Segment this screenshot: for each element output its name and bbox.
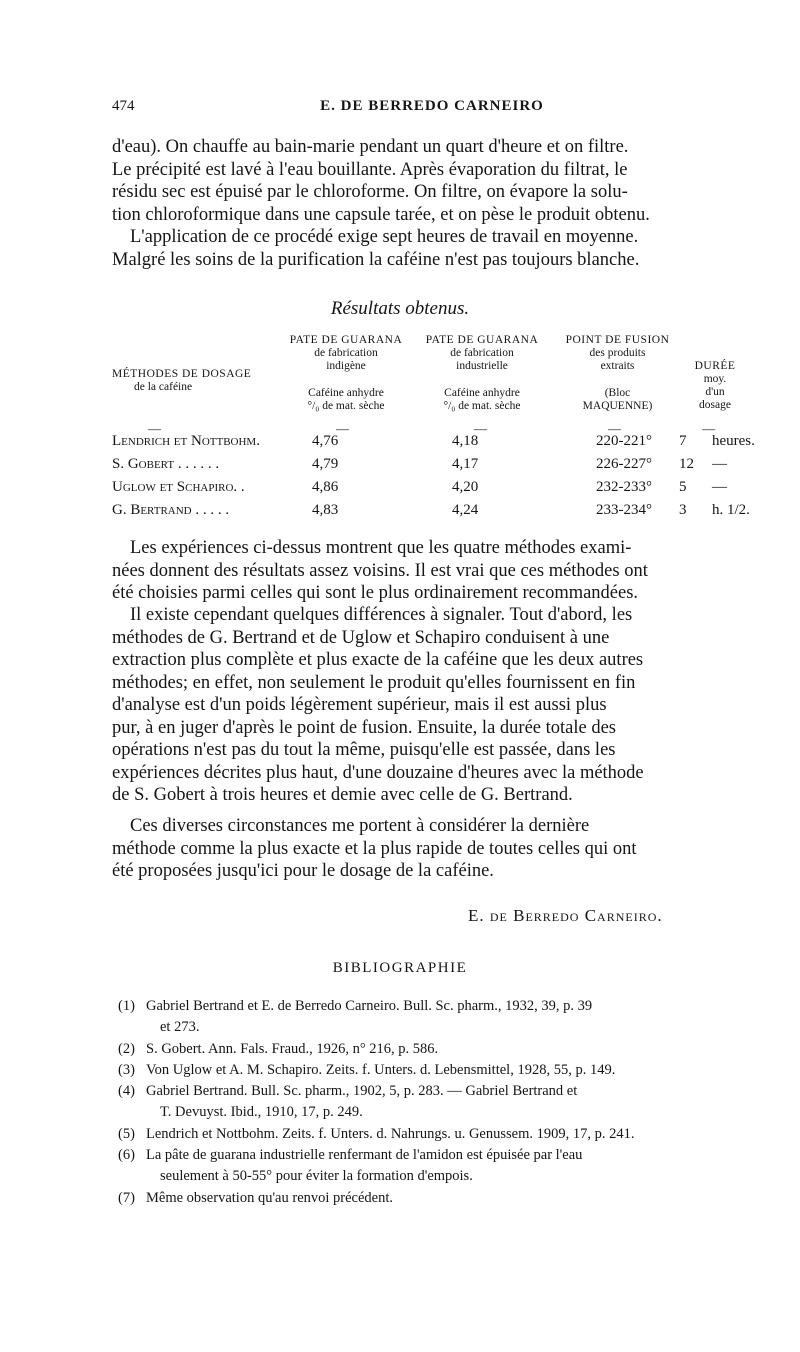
table-row [112,456,772,478]
header-paste-indigenous [286,334,406,413]
header-line: Caféine anhydre [444,387,520,399]
header-line: °/₀ de mat. sèche [443,400,521,412]
text-line: pur, à en juger d'après le point de fusion. Ensuite, la durée totale des [112,717,616,738]
text-line: L'application de ce procédé exige sept heures de travail en moyenne. [130,227,639,247]
row-industrial: 4,17 [452,456,479,472]
entry-number: (5) [118,1126,135,1142]
row-industrial: 4,20 [452,479,479,495]
row-indigenous: 4,86 [312,479,339,495]
header-line: de fabrication [450,347,514,359]
paragraph-2 [112,226,752,271]
text-line: Le précipité est lavé à l'eau bouillante. Après évaporation du filtrat, le [112,159,628,180]
header-melting-point [560,334,675,413]
header-line: moy. [703,373,727,385]
row-indigenous: 4,76 [312,433,339,449]
text-line: opérations n'est pas du tout la même, puisqu'elle est passée, dans les [112,740,616,760]
header-line: extraits [600,360,635,372]
entry-line: Gabriel Bertrand. Bull. Sc. pharm., 1902, 5, p. 283. — Gabriel Bertrand et [146,1083,578,1099]
text-line: tion chloroformique dans une capsule tarée, et on pèse le produit obtenu. [112,204,650,225]
entry-line: et 273. [160,1019,200,1035]
bibliography-entry [118,1188,758,1209]
header-line: MAQUENNE) [582,400,653,412]
column-dash: — [336,421,349,436]
header-line: °/₀ de mat. sèche [307,400,385,412]
entry-line: T. Devuyst. Ibid., 1910, 17, p. 249. [160,1104,363,1120]
text-line: méthodes; en effet, non seulement le produit qu'elles fournissent en fin [112,672,636,693]
row-duration-number: 3 [679,502,687,518]
header-line: POINT DE FUSION [565,334,670,346]
paragraph-4 [112,604,752,807]
text-line: résidu sec est épuisé par le chloroforme. On filtre, on évapore la solu- [112,182,628,202]
bibliography-entry [118,1081,758,1123]
header-line: PATE DE GUARANA [425,334,539,346]
entry-number: (4) [118,1083,135,1099]
row-fusion: 226-227° [596,456,652,472]
text-line: été proposées jusqu'ici pour le dosage de la caféine. [112,861,494,881]
row-duration-unit: h. 1/2. [712,502,750,518]
entry-text [146,996,758,1038]
header-line: Caféine anhydre [308,387,384,399]
table-row [112,502,772,524]
text-line: Ces diverses circonstances me portent à considérer la dernière [130,816,590,836]
running-title: E. DE BERREDO CARNEIRO [320,98,544,114]
page-number: 474 [112,98,135,114]
text-line: méthode comme la plus exacte et la plus rapide de toutes celles qui ont [112,838,637,859]
header-line: industrielle [456,360,508,372]
bibliography-title: BIBLIOGRAPHIE [332,960,468,976]
header-line: dosage [699,399,731,411]
header-duration [680,360,750,412]
header-line: MÉTHODES DE DOSAGE [112,368,252,380]
entry-text [146,1188,758,1209]
entry-text [146,1081,758,1123]
row-duration-number: 12 [679,456,694,472]
row-duration-unit: — [712,479,727,495]
text-line: été choisies parmi celles qui sont le plus ordinairement recommandées. [112,583,639,603]
row-indigenous: 4,79 [312,456,339,472]
column-dash: — [702,421,715,436]
entry-number: (3) [118,1062,135,1078]
entry-number: (1) [118,998,135,1014]
entry-line: Même observation qu'au renvoi précédent. [146,1190,394,1206]
bibliography-entry [118,1060,758,1081]
header-paste-industrial [422,334,542,413]
header-line: de la caféine [134,381,193,393]
text-line: expériences décrites plus haut, d'une douzaine d'heures avec la méthode [112,762,644,783]
table-row [112,433,772,455]
row-duration-number: 5 [679,479,687,495]
text-line: Malgré les soins de la purification la caféine n'est pas toujours blanche. [112,249,640,270]
header-line: d'un [705,386,725,398]
text-line: d'analyse est d'un poids légèrement supérieur, mais il est aussi plus [112,695,607,715]
row-method: Uglow et Schapiro. . [112,479,245,495]
paragraph-5 [112,815,752,883]
row-industrial: 4,24 [452,502,479,518]
paragraph-1 [112,136,752,226]
row-fusion: 233-234° [596,502,652,518]
header-line: (Bloc [604,387,631,399]
header-line: des produits [589,347,646,359]
entry-line: S. Gobert. Ann. Fals. Fraud., 1926, n° 216, p. 586. [146,1041,439,1057]
row-fusion: 232-233° [596,479,652,495]
row-method: Lendrich et Nottbohm. [112,433,260,449]
bibliography-entry [118,1039,758,1060]
bibliography-entry [118,1124,758,1145]
row-method: G. Bertrand . . . . . [112,502,230,518]
column-dash: — [148,421,161,436]
results-title: Résultats obtenus. [330,298,470,319]
entry-line: La pâte de guarana industrielle renfermant de l'amidon est épuisée par l'eau [146,1147,583,1163]
bibliography-entry [118,1145,758,1187]
text-line: d'eau). On chauffe au bain-marie pendant un quart d'heure et on filtre. [112,137,629,157]
text-line: Les expériences ci-dessus montrent que les quatre méthodes exami- [130,538,632,558]
header-line: DURÉE [694,360,736,372]
row-duration-unit: heures. [712,433,755,449]
entry-number: (6) [118,1147,135,1163]
page-header [112,98,752,122]
row-industrial: 4,18 [452,433,479,449]
text-line: méthodes de G. Bertrand et de Uglow et Schapiro conduisent à une [112,627,610,648]
row-fusion: 220-221° [596,433,652,449]
table-row [112,479,772,501]
entry-number: (2) [118,1041,135,1057]
row-method: S. Gobert . . . . . . [112,456,220,472]
row-duration-unit: — [712,456,727,472]
header-line: PATE DE GUARANA [289,334,403,346]
text-line: nées donnent des résultats assez voisins. Il est vrai que ces méthodes ont [112,560,648,581]
entry-text [146,1039,758,1060]
column-dash: — [474,421,487,436]
column-dash: — [608,421,621,436]
header-line: indigène [326,360,366,372]
entry-number: (7) [118,1190,135,1206]
text-line: extraction plus complète et plus exacte de la caféine que les deux autres [112,650,644,670]
entry-line: seulement à 50-55° pour éviter la formation d'empois. [160,1168,473,1184]
text-line: Il existe cependant quelques différences à signaler. Tout d'abord, les [130,605,633,625]
header-methods [112,368,251,394]
entry-line: Gabriel Bertrand et E. de Berredo Carneiro. Bull. Sc. pharm., 1932, 39, p. 39 [146,998,593,1014]
entry-line: Lendrich et Nottbohm. Zeits. f. Unters. d. Nahrungs. u. Genussem. 1909, 17, p. 241. [146,1126,635,1142]
entry-line: Von Uglow et A. M. Schapiro. Zeits. f. Unters. d. Lebensmittel, 1928, 55, p. 149. [146,1062,616,1078]
bibliography-entry [118,996,758,1038]
entry-text [146,1060,758,1081]
text-line: de S. Gobert à trois heures et demie avec celle de G. Bertrand. [112,785,573,805]
author-signature: E. de Berredo Carneiro. [468,906,663,925]
paragraph-3 [112,537,752,605]
row-indigenous: 4,83 [312,502,339,518]
entry-text [146,1124,758,1145]
header-line: de fabrication [314,347,378,359]
row-duration-number: 7 [679,433,687,449]
entry-text [146,1145,758,1187]
